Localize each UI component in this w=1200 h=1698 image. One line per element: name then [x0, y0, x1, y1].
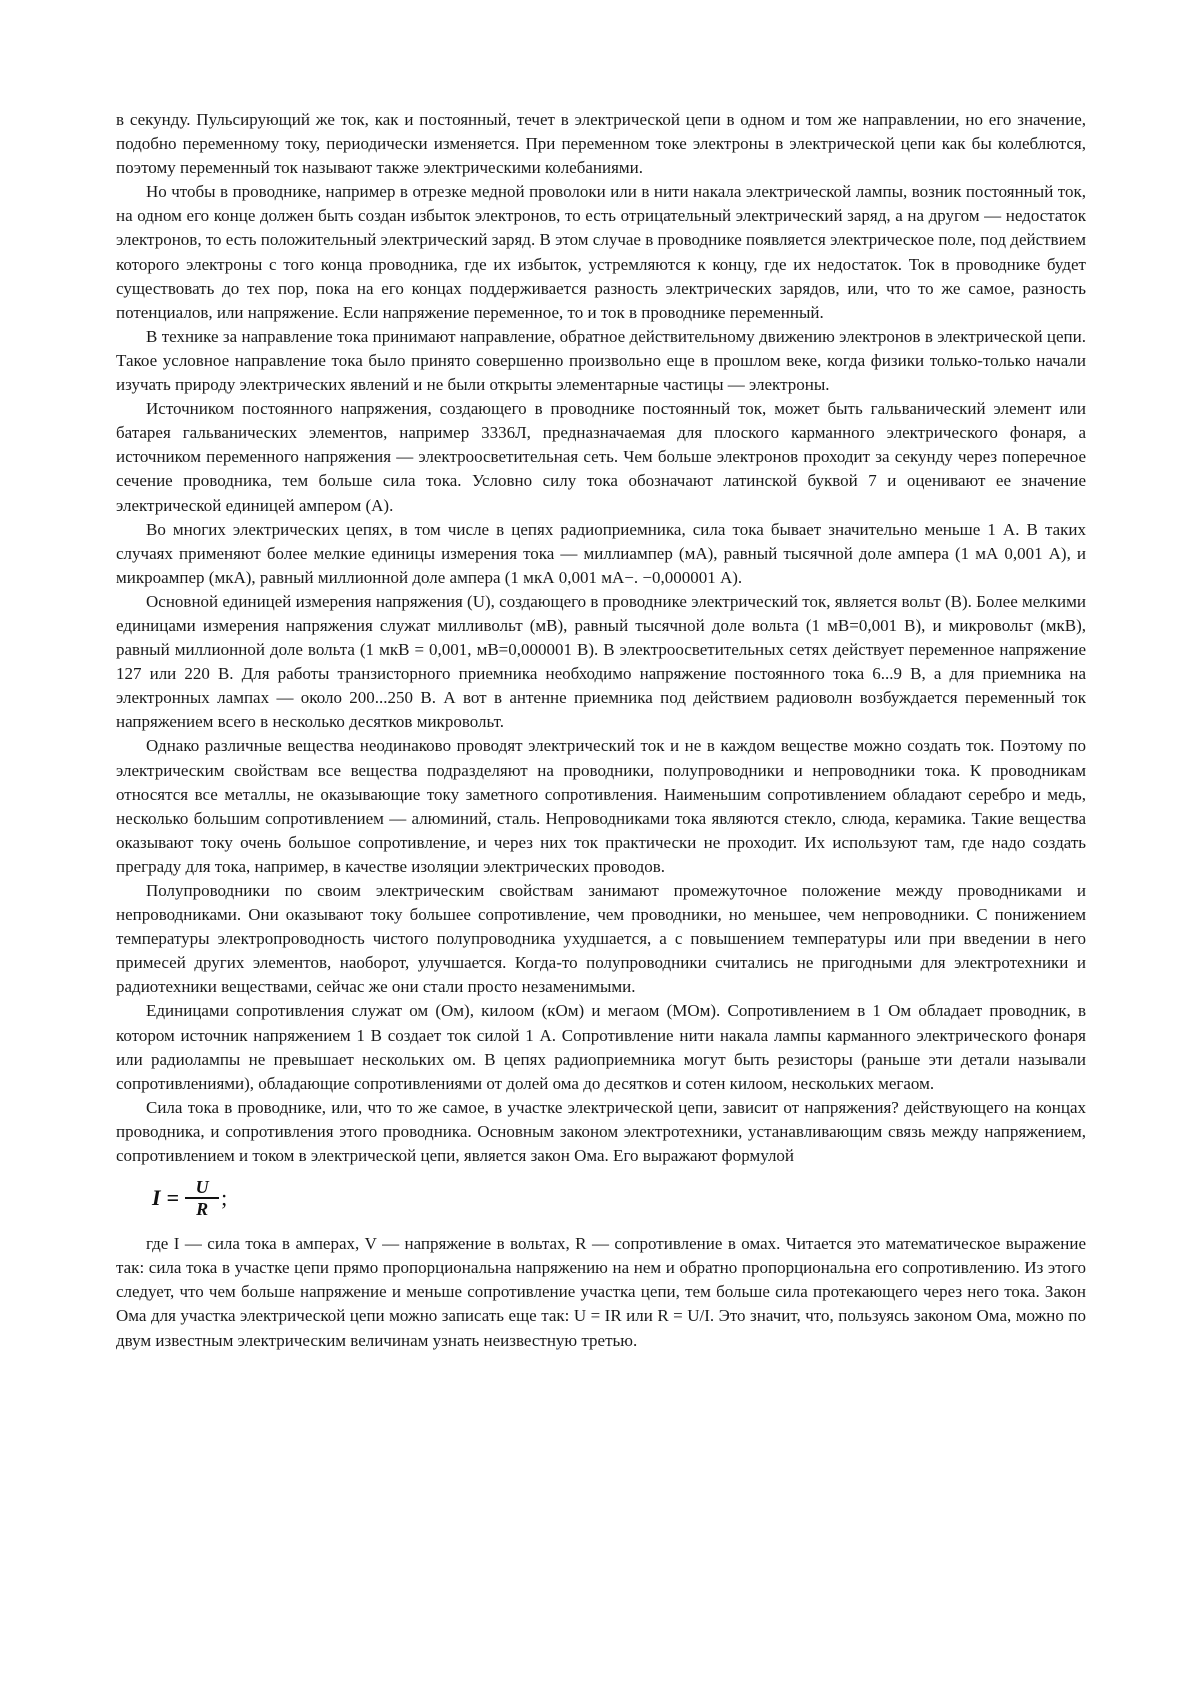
paragraph-5: Во многих электрических цепях, в том числе в цепях радиоприемника, сила тока бывает значительно меньше 1 А. В таких случаях применяют более мелкие единицы измерения тока — миллиампер (мА), равный тысячной доле ампера (1 мА 0,001 А), и микроампер (мкА), равный миллионной доле ампера (1 мкА 0,001 мА−. −0,000001 А). — [116, 519, 1086, 587]
paragraph-6: Основной единицей измерения напряжения (U), создающего в проводнике электрический ток, является вольт (В). Более мелкими единицами измерения напряжения служат милливольт (мВ), равный тысячной доле вольта (1 мВ=0,001 В), и микровольт (мкВ), равный миллионной доле вольта (1 мкВ = 0,001, мВ=0,000001 В). В электроосветительных сетях действует переменное напряжение 127 или 220 В. Для работы транзисторного приемника необходимо напряжение постоянного тока 6...9 В, а для приемника на электронных лампах — около 200...250 В. А вот в антенне приемника под действием радиоволн возбуждается переменный ток напряжением всего в несколько десятков микровольт. — [116, 591, 1086, 732]
paragraph-8: Полупроводники по своим электрическим свойствам занимают промежуточное положение между проводниками и непроводниками. Они оказывают току большее сопротивление, чем проводники, но меньшее, чем непроводники. С понижением температуры электропроводность чистого полупроводника ухудшается, а с повышением температуры или при введении в него примесей других элементов, наоборот, улучшается. Когда-то полупроводники считались не пригодными для электротехники и радиотехники веществами, сейчас же они стали просто незаменимыми. — [116, 881, 1086, 997]
paragraph-2: Но чтобы в проводнике, например в отрезке медной проволоки или в нити накала электрической лампы, возник постоянный ток, на одном его конце должен быть создан избыток электронов, то есть отрицательный электрический заряд, а на другом — недостаток электронов, то есть положительный электрический заряд. В этом случае в проводнике появляется электрическое поле, под действием которого электроны с того конца проводника, где их избыток, устремляются к концу, где их недостаток. Ток в проводнике будет существовать до тех пор, пока на его концах поддерживается разность электрических зарядов, или, что то же самое, разность потенциалов, или напряжение. Если напряжение переменное, то и ток в проводнике переменный. — [116, 182, 1086, 322]
formula-numerator: U — [195, 1177, 209, 1198]
formula-fraction — [185, 1177, 219, 1219]
paragraph-1: в секунду. Пульсирующий же ток, как и постоянный, течет в электрической цепи в одном и том же направлении, но его значение, подобно переменному току, периодически изменяется. При переменном токе электроны в электрической цепи как бы колеблются, поэтому переменный ток называют также электрическими колебаниями. — [116, 110, 1086, 178]
paragraph-3: В технике за направление тока принимают направление, обратное действительному движению электронов в электрической цепи. Такое условное направление тока было принято совершенно произвольно еще в прошлом веке, когда физики только-только начали изучать природу электрических явлений и не были открыты элементарные частицы — электроны. — [116, 326, 1086, 395]
page-body — [116, 108, 1086, 1353]
paragraph-9: Единицами сопротивления служат ом (Ом), килоом (кОм) и мегаом (МОм). Сопротивлением в 1 Ом обладает проводник, в котором источник напряжением 1 В создает ток силой 1 А. Сопротивление нити накала лампы карманного электрического фонаря или радиолампы не превышает нескольких ом. В цепях радиоприемника могут быть резисторы (раньше эти детали называли сопротивлениями), обладающие сопротивлениями от долей ома до десятков и сотен килоом, нескольких мегаом. — [116, 1001, 1086, 1093]
formula-denominator: R — [196, 1199, 209, 1220]
formula-equals: = — [166, 1185, 180, 1211]
ohm-law-formula — [152, 1170, 1086, 1226]
paragraph-7: Однако различные вещества неодинаково проводят электрический ток и не в каждом веществе можно создать ток. Поэтому по электрическим свойствам все вещества подразделяют на проводники, полупроводники и непроводники тока. К проводникам относятся все металлы, не оказывающие току заметного сопротивления. Наименьшим сопротивлением обладают серебро и медь, несколько большим сопротивлением — алюминий, сталь. Непроводниками тока являются стекло, слюда, керамика. Такие вещества оказывают току очень большое сопротивление, и через них ток практически не проходит. Их используют там, где надо создать преграду для тока, например, в качестве изоляции электрических проводов. — [116, 736, 1086, 876]
paragraph-10: Сила тока в проводнике, или, что то же самое, в участке электрической цепи, зависит от напряжения? действующего на концах проводника, и сопротивления этого проводника. Основным законом электротехники, устанавливающим связь между напряжением, сопротивлением и током в электрической цепи, является закон Ома. Его выражают формулой — [116, 1097, 1086, 1166]
paragraph-after-formula: где I — сила тока в амперах, V — напряжение в вольтах, R — сопротивление в омах. Читается это математическое выражение так: сила тока в участке цепи прямо пропорциональна напряжению на нем и обратно пропорциональна его сопротивлению. Из этого следует, что чем больше напряжение и меньше сопротивление участка цепи, тем больше сила протекающего через него тока. Закон Ома для участка электрической цепи можно записать еще так: U = IR или R = U/I. Это значит, что, пользуясь законом Ома, можно по двум известным электрическим величинам узнать неизвестную третью. — [116, 1234, 1086, 1350]
formula-lhs: I — [152, 1185, 161, 1211]
paragraph-4: Источником постоянного напряжения, создающего в проводнике постоянный ток, может быть гальванический элемент или батарея гальванических элементов, например 3336Л, предназначаемая для плоского карманного электрического фонаря, а источником переменного напряжения — электроосветительная сеть. Чем больше электронов проходит за секунду через поперечное сечение проводника, тем больше сила тока. Условно силу тока обозначают латинской буквой 7 и оценивают ее значение электрической единицей ампером (А). — [116, 399, 1086, 515]
formula-tail: ; — [221, 1185, 228, 1211]
